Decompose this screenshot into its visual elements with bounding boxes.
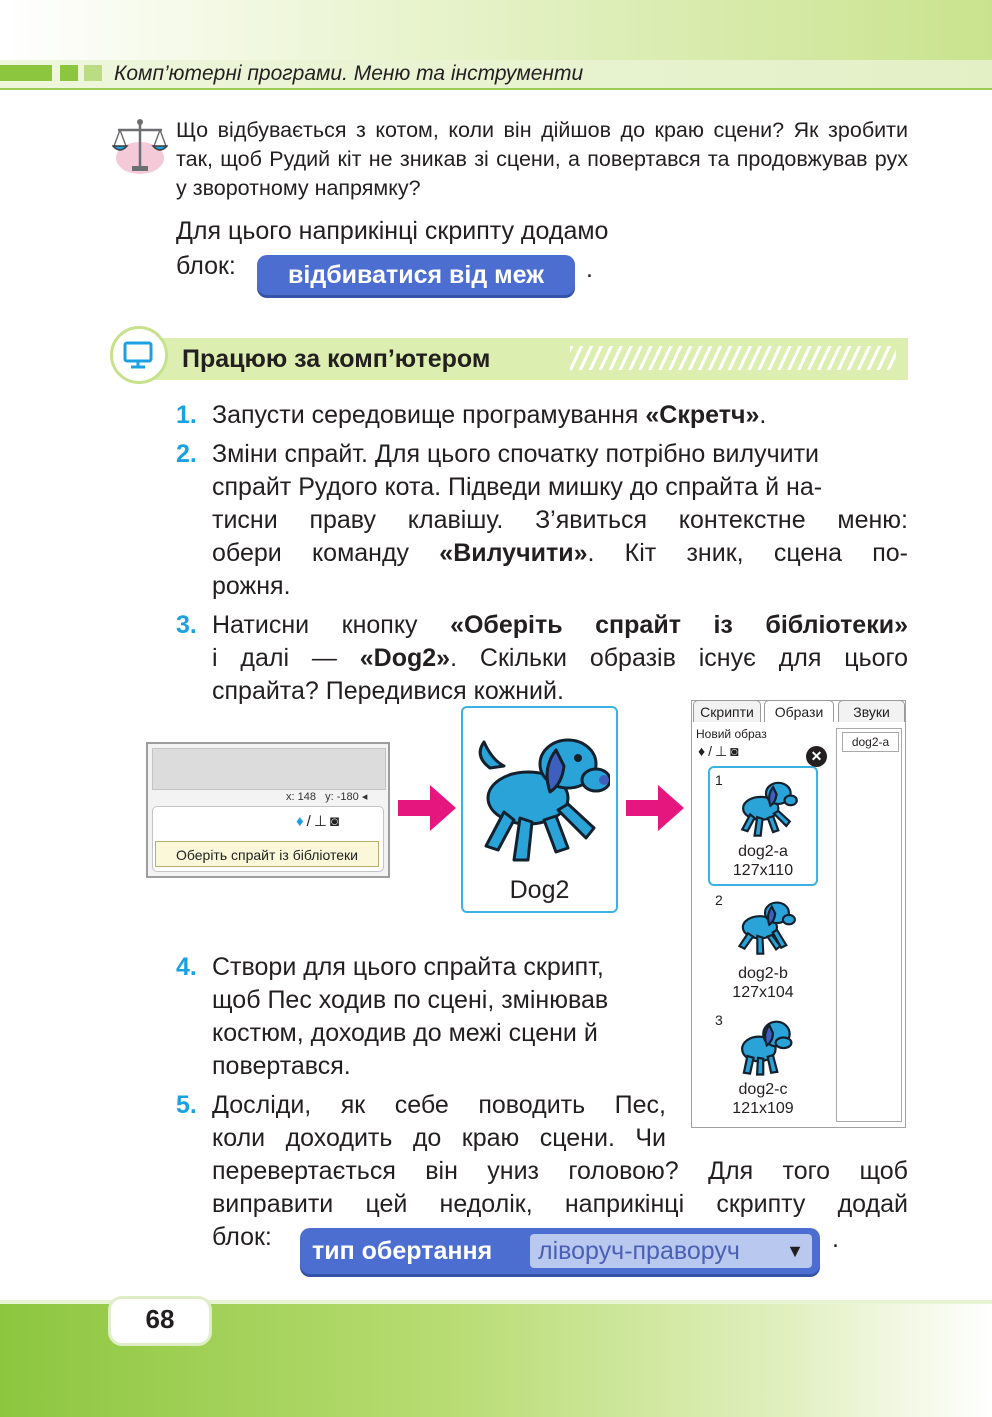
monitor-icon — [113, 329, 165, 381]
arrow-right-icon — [626, 783, 684, 833]
intro-line-2: блок: — [176, 252, 236, 280]
dog2-label: Dog2 — [509, 876, 570, 904]
step-5-line: коли доходить до краю сцени. Чи — [212, 1124, 666, 1152]
question-text: Що відбувається з котом, коли він дійшов до краю сцени? Як зробити так, щоб Рудий кіт не зникав зі сцени, а повертався та продовжував рух у зворотному напрямку? — [176, 118, 908, 200]
step-2-line: тисни праву клавішу. З’явиться контекстне меню: — [212, 506, 908, 534]
step-2-line: спрайт Рудого кота. Підведи мишку до спрайта й на- — [212, 473, 823, 501]
step-number: 1. — [176, 401, 197, 429]
step-2-line: обери команду «Вилучити». Кіт зник, сцена по- — [212, 539, 908, 567]
tab-sounds[interactable]: Звуки — [838, 700, 905, 722]
scales-icon — [112, 116, 168, 176]
computer-icon-badge — [110, 326, 168, 384]
dog-icon — [724, 894, 806, 958]
tab-scripts[interactable]: Скрипти — [693, 700, 761, 722]
costume-number: 1 — [715, 772, 723, 788]
new-costume-label: Новий образ — [696, 727, 767, 741]
costume-size: 121x109 — [732, 1100, 794, 1117]
rotation-style-label: тип обертання — [312, 1237, 493, 1265]
chevron-down-icon: ▼ — [786, 1241, 804, 1261]
page-number: 68 — [145, 1304, 175, 1334]
step-5-period: . — [832, 1225, 839, 1253]
step-5-line: блок: — [212, 1223, 272, 1251]
costume-size: 127x110 — [732, 862, 794, 879]
upload-icon[interactable]: ⊥ — [715, 743, 731, 759]
section-title: Працюю за комп’ютером — [182, 345, 491, 373]
costume-number: 3 — [715, 1012, 723, 1028]
new-costume-tools — [698, 743, 742, 760]
step-2-line: Зміни спрайт. Для цього спочатку потрібно вилучити — [212, 440, 820, 468]
header-stripe — [60, 65, 78, 81]
intro-line-1: Для цього наприкінці скрипту додамо — [176, 217, 609, 245]
costume-name: dog2-a — [738, 843, 788, 860]
sprite-library-icon[interactable]: ♦ — [296, 813, 307, 830]
step-4-line: повертався. — [212, 1052, 351, 1080]
step-2-line: рожня. — [212, 572, 291, 600]
new-sprite-tools — [296, 812, 342, 830]
costume-number: 2 — [715, 892, 723, 908]
mouse-coordinates: x: 148 y: -180 ◂ — [286, 791, 368, 803]
close-icon[interactable]: ✕ — [806, 746, 827, 767]
header-title: Комп’ютерні програми. Меню та інструменти — [114, 62, 584, 85]
step-1-text: Запусти середовище програмування «Скретч». — [212, 401, 767, 429]
step-4-line: Створи для цього спрайта скрипт, — [212, 953, 604, 981]
costume-name: dog2-b — [738, 965, 788, 982]
paint-icon[interactable]: / — [708, 743, 716, 759]
upload-icon[interactable]: ⊥ — [313, 813, 330, 830]
paint-icon[interactable]: / — [306, 813, 314, 830]
dog-icon — [470, 720, 610, 870]
step-3-line: Натисни кнопку «Оберіть спрайт із бібліотеки» — [212, 611, 908, 639]
dog-icon — [726, 774, 806, 840]
stage-preview — [152, 748, 386, 790]
step-4-line: щоб Пес ходив по сцені, змінював — [212, 986, 609, 1014]
bounce-block: відбиватися від меж — [257, 255, 575, 295]
header-stripe — [0, 65, 52, 81]
step-5-line: перевертається він униз головою? Для того щоб — [212, 1157, 908, 1185]
step-5-line: Досліди, як себе поводить Пес, — [212, 1091, 666, 1119]
step-number: 4. — [176, 953, 197, 981]
intro-period: . — [586, 255, 593, 283]
section-hatch — [570, 346, 896, 370]
header-background — [0, 0, 992, 60]
costume-editor-area — [836, 728, 902, 1122]
rotation-style-dropdown[interactable]: ліворуч-праворуч ▼ — [530, 1234, 812, 1268]
arrow-right-icon — [398, 783, 456, 833]
step-number: 5. — [176, 1091, 197, 1119]
step-4-line: костюм, доходив до межі сцени й — [212, 1019, 598, 1047]
camera-icon[interactable]: ◙ — [329, 813, 342, 830]
costume-library-icon[interactable]: ♦ — [698, 743, 709, 759]
costume-name-field[interactable]: dog2-a — [842, 732, 899, 752]
step-5-line: виправити цей недолік, наприкінці скрипту додай — [212, 1190, 908, 1218]
step-3-line: спрайта? Передивися кожний. — [212, 677, 564, 705]
tab-costumes[interactable]: Образи — [764, 700, 834, 722]
step-number: 2. — [176, 440, 197, 468]
step-number: 3. — [176, 611, 197, 639]
header-stripe — [84, 65, 102, 81]
header-divider — [0, 88, 992, 90]
costume-name: dog2-c — [738, 1081, 788, 1098]
choose-sprite-from-library-button[interactable]: Оберіть спрайт із бібліотеки — [155, 841, 379, 867]
camera-icon[interactable]: ◙ — [730, 743, 742, 759]
dog-icon — [728, 1012, 802, 1078]
costume-size: 127x104 — [732, 984, 794, 1001]
step-3-line: і далі — «Dog2». Скільки образів існує для цього — [212, 644, 908, 672]
